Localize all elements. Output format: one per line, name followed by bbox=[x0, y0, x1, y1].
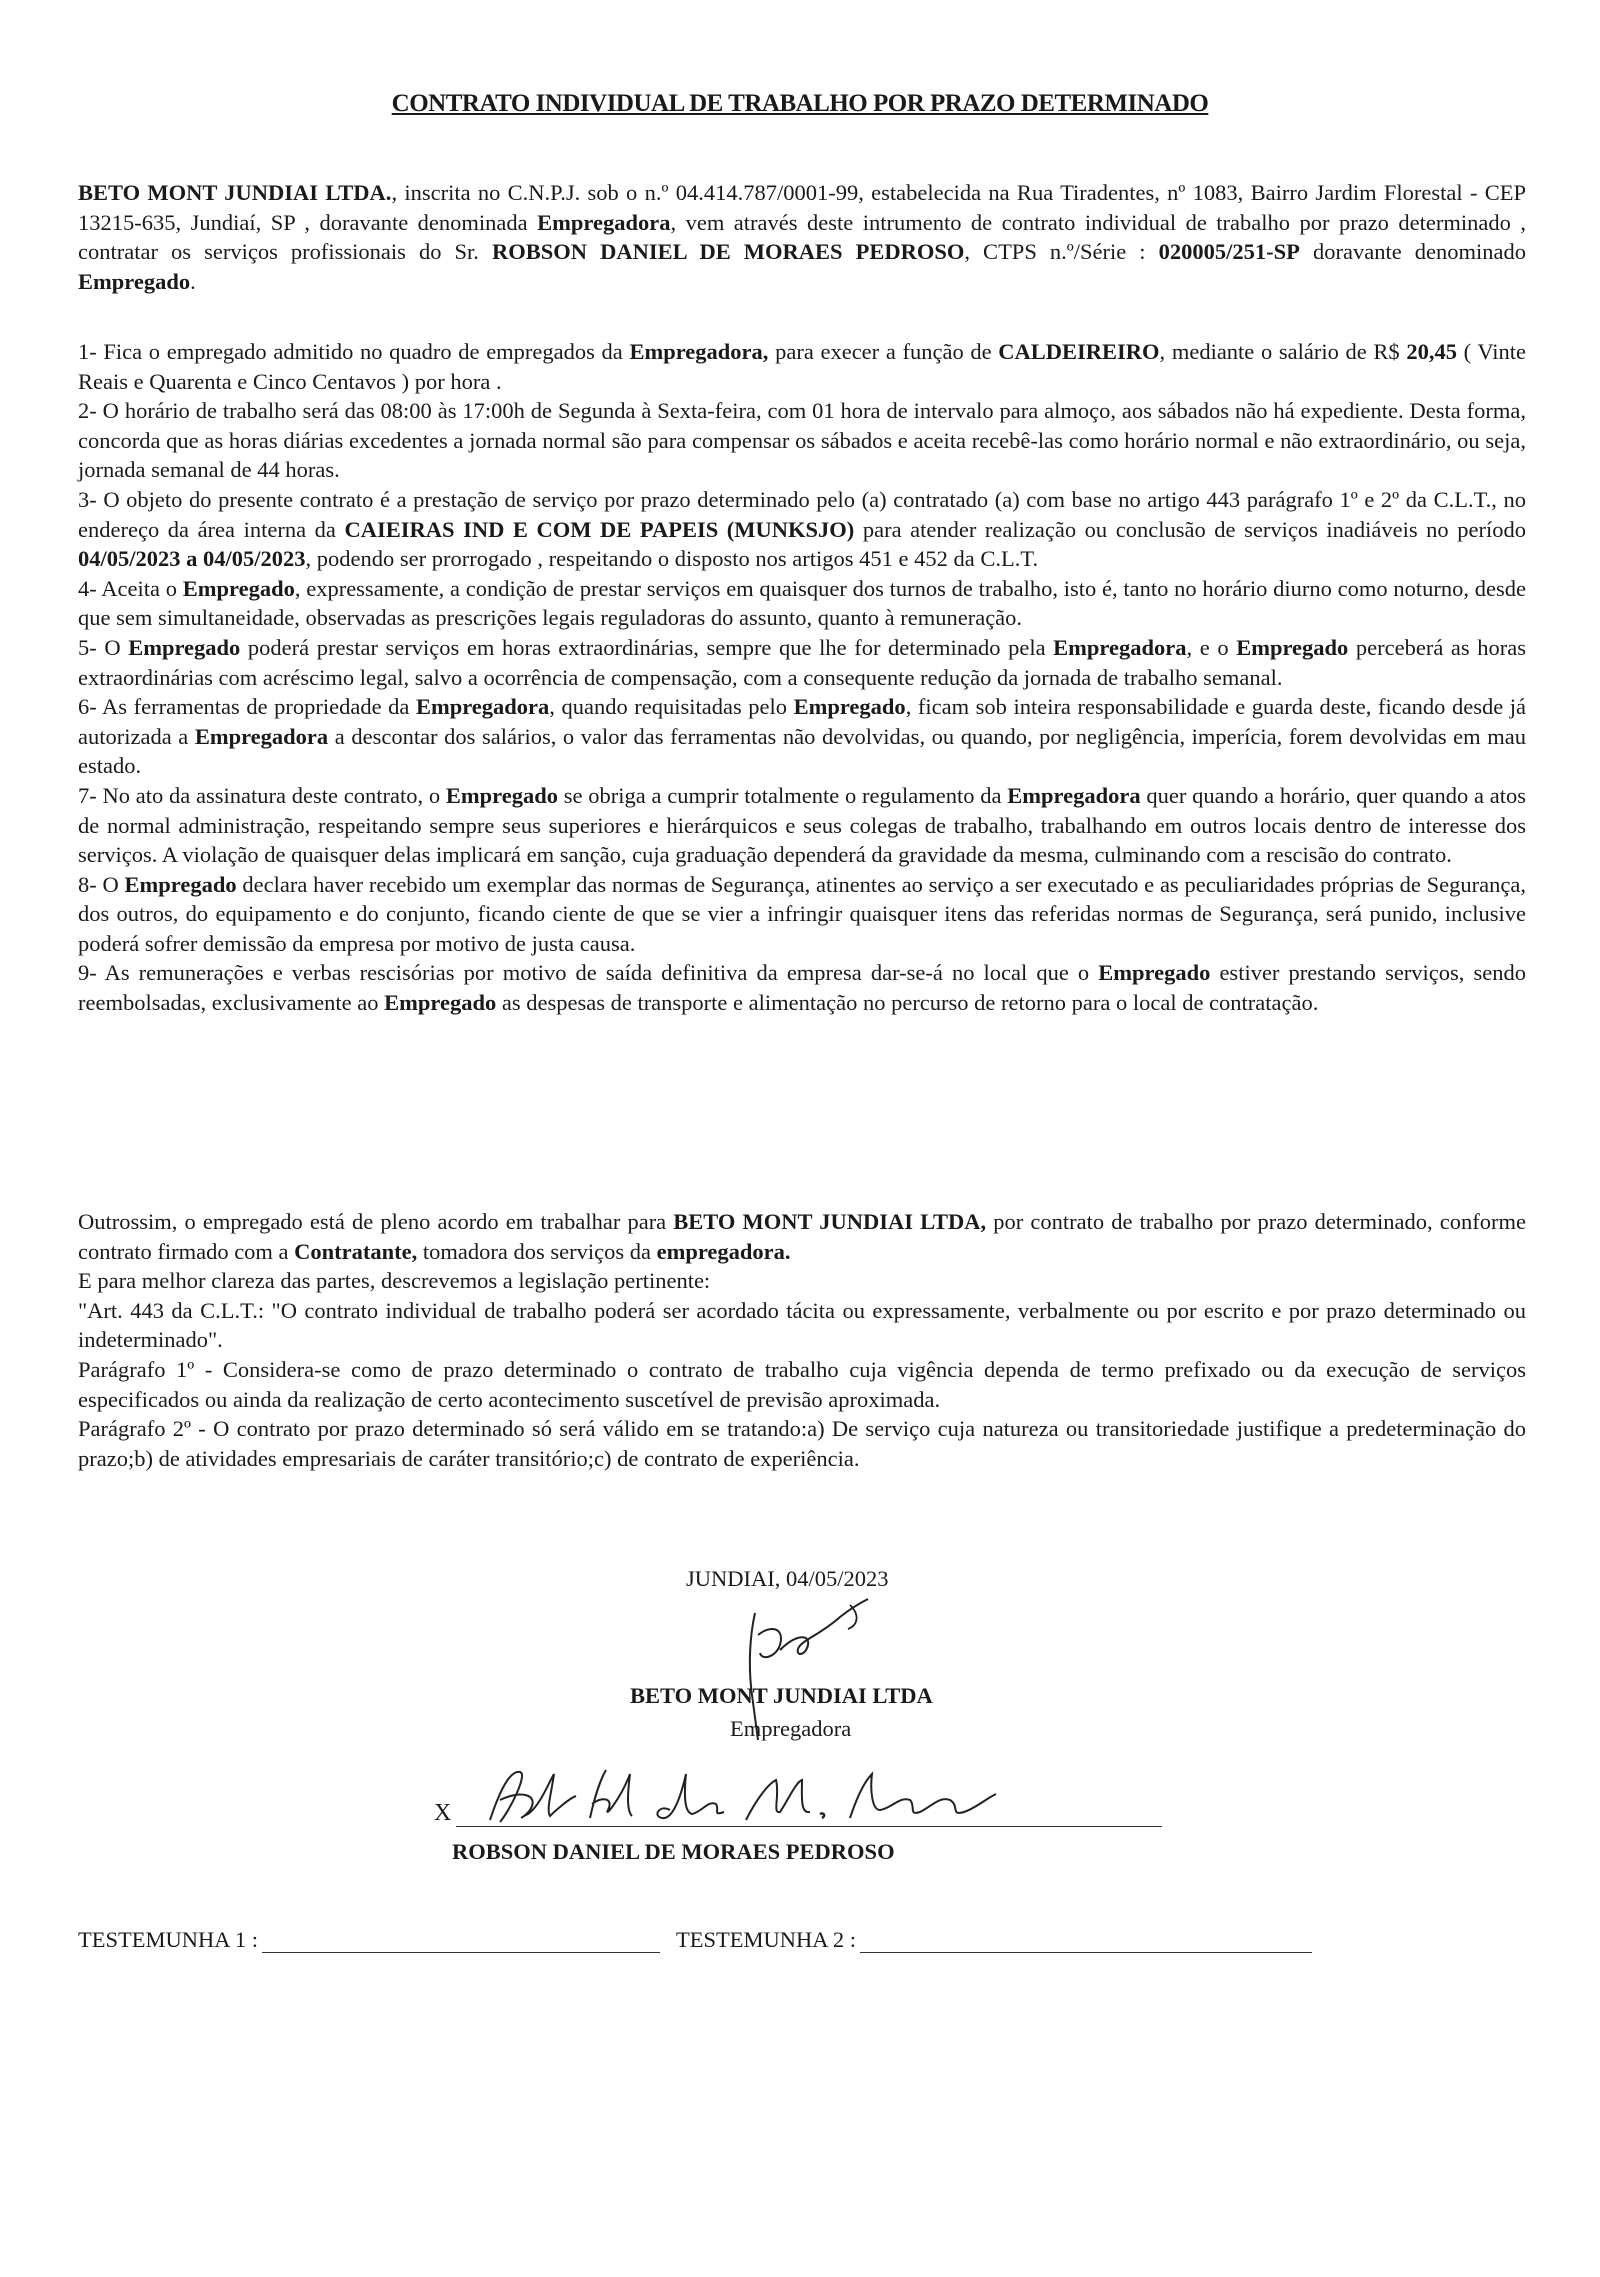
hourly-salary: 20,45 bbox=[1406, 339, 1457, 364]
witness-1-label: TESTEMUNHA 1 : bbox=[78, 1927, 258, 1952]
clause-4: 4- Aceita o Empregado, expressamente, a condição de prestar serviços em quaisquer dos turnos de trabalho, isto é, tanto no horário diurno como noturno, desde que sem simultaneidade, observadas as prescrições legais reguladoras do assunto, quanto à remuneração. bbox=[78, 575, 1526, 631]
company-name: BETO MONT JUNDIAI LTDA. bbox=[78, 180, 392, 205]
signature-x-mark: X bbox=[434, 1800, 452, 1826]
closing-paragraph-1: Parágrafo 1º - Considera-se como de prazo determinado o contrato de trabalho cuja vigência dependa de termo prefixado ou da execução de serviços especificados ou ainda da realização de certo acontecimento suscetível de previsão aproximada. bbox=[78, 1356, 1526, 1412]
closing-paragraph-2: Parágrafo 2º - O contrato por prazo determinado só será válido em se tratando:a) De serviço cuja natureza ou transitoriedade justifique a predeterminação do prazo;b) de atividades empresariais de caráter transitório;c) de contrato de experiência. bbox=[78, 1416, 1526, 1471]
clause-2: 2- O horário de trabalho será das 08:00 às 17:00h de Segunda à Sexta-feira, com 01 hora de intervalo para almoço, aos sábados não há expediente. Desta forma, concorda que as horas diárias excedentes a jornada normal são para compensar os sábados e aceita recebê-las como horário normal e não extraordinário, ou seja, jornada semanal de 44 horas. bbox=[78, 398, 1526, 483]
witness-2-field bbox=[676, 1927, 1312, 1953]
witness-2-label: TESTEMUNHA 2 : bbox=[676, 1927, 856, 1952]
contract-period: 04/05/2023 a 04/05/2023 bbox=[78, 546, 306, 572]
witness-2-line bbox=[860, 1932, 1312, 1953]
clauses-section bbox=[78, 337, 1526, 1018]
employee-name-inline: ROBSON DANIEL DE MORAES PEDROSO bbox=[492, 239, 965, 265]
employee-signature-line bbox=[456, 1826, 1162, 1827]
closing-section bbox=[78, 1207, 1526, 1473]
clause-7: 7- No ato da assinatura deste contrato, o Empregado se obriga a cumprir totalmente o regulamento da Empregadora quer quando a horário, quer quando a atos de normal administração, respeitando sempre seus superiores e hierárquicos e seus colegas de trabalho, trabalhando em outros locais dentro de interesse dos serviços. A violação de quaisquer delas implicará em sanção, cuja graduação dependerá da gravidade da mesma, culminando com a rescisão do contrato. bbox=[78, 782, 1527, 868]
client-name: CAIEIRAS IND E COM DE PAPEIS (MUNKSJO) bbox=[344, 516, 855, 542]
document-title: CONTRATO INDIVIDUAL DE TRABALHO POR PRAZO DETERMINADO bbox=[391, 90, 1209, 117]
company-signatory: BETO MONT JUNDIAI LTDA bbox=[630, 1683, 933, 1708]
clause-1: 1- Fica o empregado admitido no quadro de empregados da Empregadora, para execer a função de CALDEIREIRO, mediante o salário de R$ 20,45 ( Vinte Reais e Quarenta e Cinco Centavos ) por hora . bbox=[78, 339, 1526, 394]
employee-signature-scribble bbox=[480, 1760, 1000, 1840]
clause-3: 3- O objeto do presente contrato é a prestação de serviço por prazo determinado pelo (a) contratado (a) com base no artigo 443 parágrafo 1º e 2º da C.L.T., no endereço da área interna da CAIEIRAS IND E COM DE PAPEIS (MUNKSJO) para atender realização ou conclusão de serviços inadiáveis no período 04/05/2023 a 04/05/2023, podendo ser prorrogado , respeitando o disposto nos artigos 451 e 452 da C.L.T. bbox=[78, 486, 1526, 572]
closing-legislation-intro: E para melhor clareza das partes, descrevemos a legislação pertinente: bbox=[78, 1268, 711, 1294]
clause-8: 8- O Empregado declara haver recebido um exemplar das normas de Segurança, atinentes ao serviço a ser executado e as peculiaridades próprias de Segurança, dos outros, do equipamento e do conjunto, ficando ciente de que se vier a infringir quaisquer itens das referidas normas de Segurança, será punido, inclusive poderá sofrer demissão da empresa por motivo de justa causa. bbox=[78, 871, 1526, 956]
clause-5: 5- O Empregado poderá prestar serviços em horas extraordinárias, sempre que lhe for determinado pela Empregadora, e o Empregado perceberá as horas extraordinárias com acréscimo legal, salvo a ocorrência de compensação, com a consequente redução da jornada de trabalho semanal. bbox=[78, 634, 1526, 690]
clause-6: 6- As ferramentas de propriedade da Empregadora, quando requisitadas pelo Empregado, ficam sob inteira responsabilidade e guarda deste, ficando desde já autorizada a Empregadora a descontar dos salários, o valor das ferramentas não devolvidas, ou quando, por negligência, imperícia, forem devolvidas em mau estado. bbox=[78, 694, 1527, 779]
job-role: CALDEIREIRO bbox=[998, 339, 1160, 364]
employee-signatory: ROBSON DANIEL DE MORAES PEDROSO bbox=[452, 1839, 895, 1864]
closing-agreement: Outrossim, o empregado está de pleno acordo em trabalhar para BETO MONT JUNDIAI LTDA, por contrato de trabalho por prazo determinado, conforme contrato firmado com a Contratante, tomadora dos serviços da empregadora. bbox=[78, 1209, 1526, 1264]
signature-date: JUNDIAI, 04/05/2023 bbox=[686, 1566, 889, 1591]
witness-1-line bbox=[262, 1932, 660, 1953]
ctps-number: 020005/251-SP bbox=[1158, 239, 1300, 265]
clause-9: 9- As remunerações e verbas rescisórias por motivo de saída definitiva da empresa dar-se-á no local que o Empregado estiver prestando serviços, sendo reembolsadas, exclusivamente ao Empregado as despesas de transporte e alimentação no percurso de retorno para o local de contratação. bbox=[78, 960, 1527, 1016]
intro-paragraph: BETO MONT JUNDIAI LTDA., inscrita no C.N.P.J. sob o n.º 04.414.787/0001-99, estabelecida na Rua Tiradentes, nº 1083, Bairro Jardim Florestal - CEP 13215-635, Jundiaí, SP , doravante denominada Empregadora, vem através deste intrumento de contrato individual de trabalho por prazo determinado , contratar os serviços profissionais do Sr. ROBSON DANIEL DE MORAES PEDROSO, CTPS n.º/Série : 020005/251-SP doravante denominado Empregado. bbox=[78, 180, 1526, 294]
closing-article-443: "Art. 443 da C.L.T.: "O contrato individual de trabalho poderá ser acordado tácita ou expressamente, verbalmente ou por escrito e por prazo determinado ou indeterminado". bbox=[78, 1297, 1526, 1353]
witness-1-field bbox=[78, 1927, 660, 1953]
company-role: Empregadora bbox=[730, 1716, 852, 1741]
